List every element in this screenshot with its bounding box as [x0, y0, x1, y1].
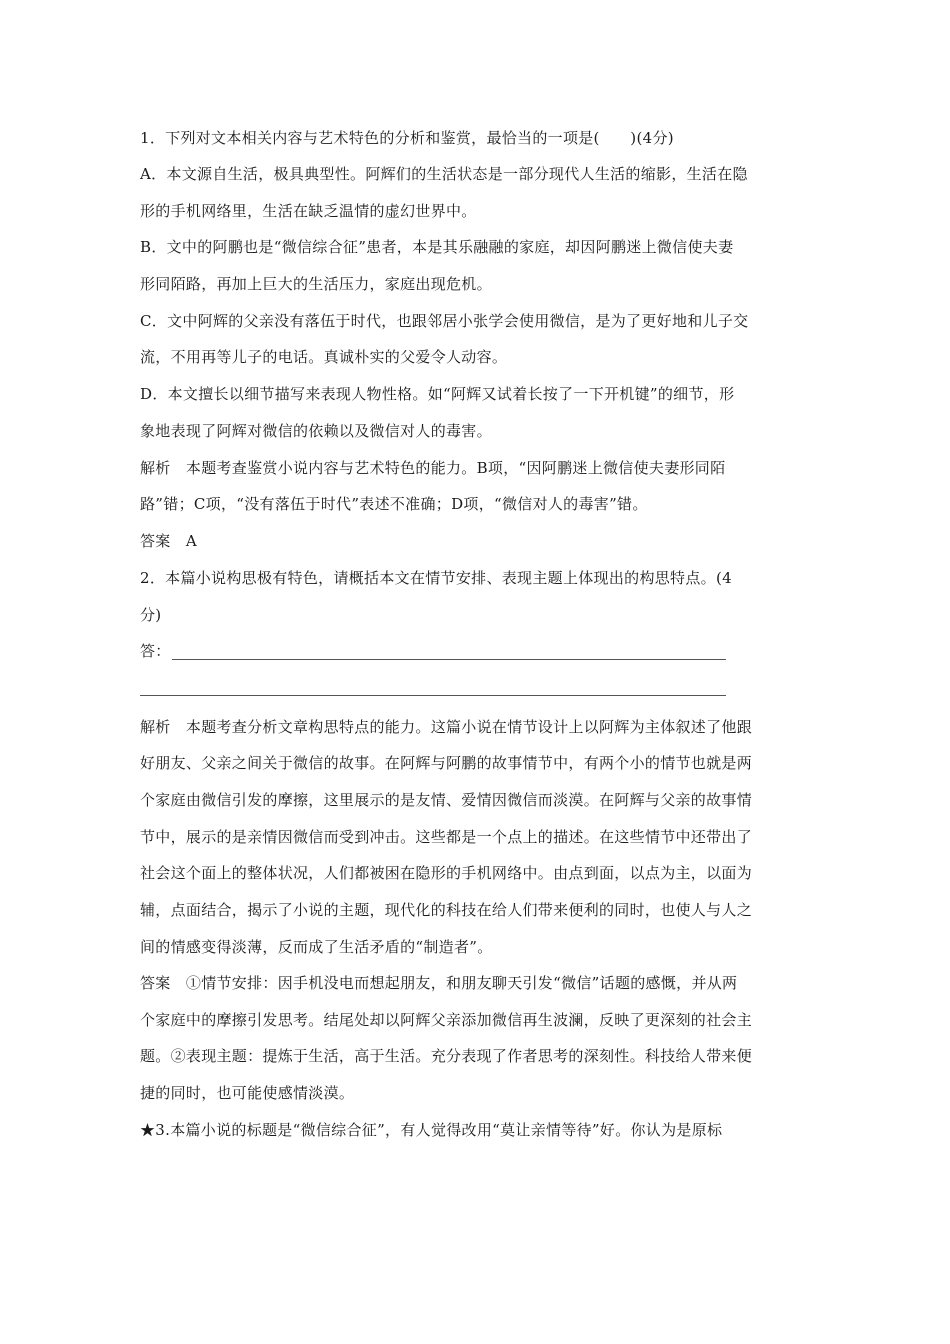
q2-answer-label: 答：: [140, 642, 171, 660]
q1-option-b-line1: B．文中的阿鹏也是“微信综合征”患者，本是其乐融融的家庭，却因阿鹏迷上微信使夫妻: [140, 238, 734, 256]
q1-option-c-line2: 流，不用再等儿子的电话。真诚朴实的父爱令人动容。: [140, 348, 508, 366]
q1-option-c-line1: C．文中阿辉的父亲没有落伍于时代，也跟邻居小张学会使用微信，是为了更好地和儿子交: [140, 312, 749, 330]
answer-blank-line-1: [172, 659, 726, 660]
q2-stem-line1: 2．本篇小说构思极有特色，请概括本文在情节安排、表现主题上体现出的构思特点。(4: [140, 569, 732, 587]
q1-option-d-line2: 象地表现了阿辉对微信的依赖以及微信对人的毒害。: [140, 422, 492, 440]
answer-blank-line-2: [140, 695, 726, 696]
q2-analysis-line6: 辅，点面结合，揭示了小说的主题，现代化的科技在给人们带来便利的同时，也使人与人之: [140, 901, 753, 919]
q3-stem: ★3.本篇小说的标题是“微信综合征”，有人觉得改用“莫让亲情等待”好。你认为是原标: [140, 1121, 723, 1139]
q1-option-b-line2: 形同陌路，再加上巨大的生活压力，家庭出现危机。: [140, 275, 492, 293]
q2-stem-line2: 分): [140, 606, 162, 624]
q1-analysis-line1: 解析 本题考查鉴赏小说内容与艺术特色的能力。B项，“因阿鹏迷上微信使夫妻形同陌: [140, 459, 726, 477]
q1-option-d-line1: D．本文擅长以细节描写来表现人物性格。如“阿辉又试着长按了一下开机键”的细节，形: [140, 385, 735, 403]
q1-analysis-line2: 路”错；C项，“没有落伍于时代”表述不准确；D项，“微信对人的毒害”错。: [140, 495, 648, 513]
q2-analysis-line4: 节中，展示的是亲情因微信而受到冲击。这些都是一个点上的描述。在这些情节中还带出了: [140, 828, 753, 846]
q2-analysis-line2: 好朋友、父亲之间关于微信的故事。在阿辉与阿鹏的故事情节中，有两个小的情节也就是两: [140, 754, 753, 772]
q2-answer-line2: 个家庭中的摩擦引发思考。结尾处却以阿辉父亲添加微信再生波澜，反映了更深刻的社会主: [140, 1011, 753, 1029]
q2-analysis-line3: 个家庭由微信引发的摩擦，这里展示的是友情、爱情因微信而淡漠。在阿辉与父亲的故事情: [140, 791, 753, 809]
q2-analysis-line5: 社会这个面上的整体状况，人们都被困在隐形的手机网络中。由点到面，以点为主，以面为: [140, 864, 753, 882]
q1-answer: 答案 A: [140, 532, 198, 550]
q1-option-a-line2: 形的手机网络里，生活在缺乏温情的虚幻世界中。: [140, 202, 477, 220]
q2-analysis-line1: 解析 本题考查分析文章构思特点的能力。这篇小说在情节设计上以阿辉为主体叙述了他跟: [140, 718, 753, 736]
q2-answer-line3: 题。②表现主题：提炼于生活，高于生活。充分表现了作者思考的深刻性。科技给人带来便: [140, 1047, 753, 1065]
q2-answer-line1: 答案 ①情节安排：因手机没电而想起朋友，和朋友聊天引发“微信”话题的感慨，并从两: [140, 974, 738, 992]
q2-answer-line4: 捷的同时，也可能使感情淡漠。: [140, 1084, 355, 1102]
q1-stem: 1．下列对文本相关内容与艺术特色的分析和鉴赏，最恰当的一项是( )(4分): [140, 129, 674, 147]
q2-analysis-line7: 间的情感变得淡薄，反而成了生活矛盾的“制造者”。: [140, 938, 493, 956]
q1-option-a-line1: A．本文源自生活，极具典型性。阿辉们的生活状态是一部分现代人生活的缩影，生活在隐: [140, 165, 748, 183]
